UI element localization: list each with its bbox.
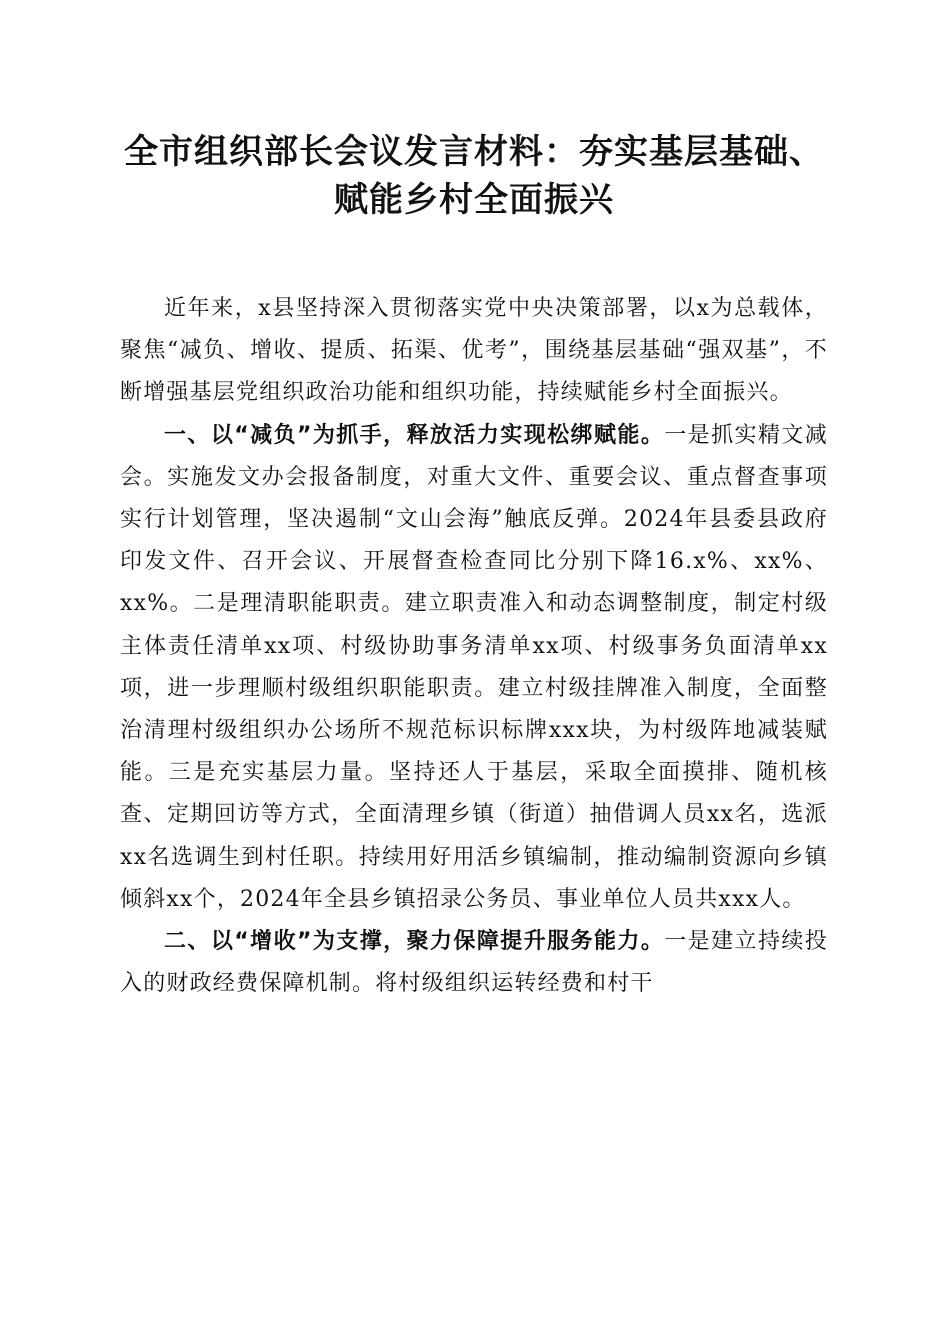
title-line-1: 全市组织部长会议发言材料：夯实基层基础、 [124, 132, 824, 172]
section-1-heading: 一、以“减负”为抓手，释放活力实现松绑赋能。 [164, 422, 665, 448]
document-page [120, 128, 828, 1005]
section-2-paragraph [120, 921, 828, 1005]
section-1-paragraph [120, 415, 828, 921]
section-2-heading: 二、以“增收”为支撑，聚力保障提升服务能力。 [164, 929, 665, 955]
intro-paragraph [120, 288, 828, 415]
title-line-2: 赋能乡村全面振兴 [334, 180, 614, 220]
document-body [120, 288, 828, 1005]
document-title [120, 128, 828, 224]
section-1-text: 一是抓实精文减会。实施发文办会报备制度，对重大文件、重要会议、重点督查事项实行计划管理，坚决遏制“文山会海”触底反弹。2024年县委县政府印发文件、召开会议、开展督查检查同比分别下降16.x%、xx%、xx%。二是理清职能职责。建立职责准入和动态调整制度，制定村级主体责任清单xx项、村级协助事务清单xx项、村级事务负面清单xx项，进一步理顺村级组织职能职责。建立村级挂牌准入制度，全面整治清理村级组织办公场所不规范标识标牌xxx块，为村级阵地减装赋能。三是充实基层力量。坚持还人于基层，采取全面摸排、随机核查、定期回访等方式，全面清理乡镇（街道）抽借调人员xx名，选派xx名选调生到村任职。持续用好用活乡镇编制，推动编制资源向乡镇倾斜xx个，2024年全县乡镇招录公务员、事业单位人员共xxx人。 [120, 422, 828, 912]
section-2-text: 一是建立持续投入的财政经费保障机制。将村级组织运转经费和村干 [120, 929, 828, 997]
paragraph-text: 近年来，x县坚持深入贯彻落实党中央决策部署，以x为总载体，聚焦“减负、增收、提质、拓渠、优考”，围绕基层基础“强双基”，不断增强基层党组织政治功能和组织功能，持续赋能乡村全面振兴。 [120, 296, 828, 406]
